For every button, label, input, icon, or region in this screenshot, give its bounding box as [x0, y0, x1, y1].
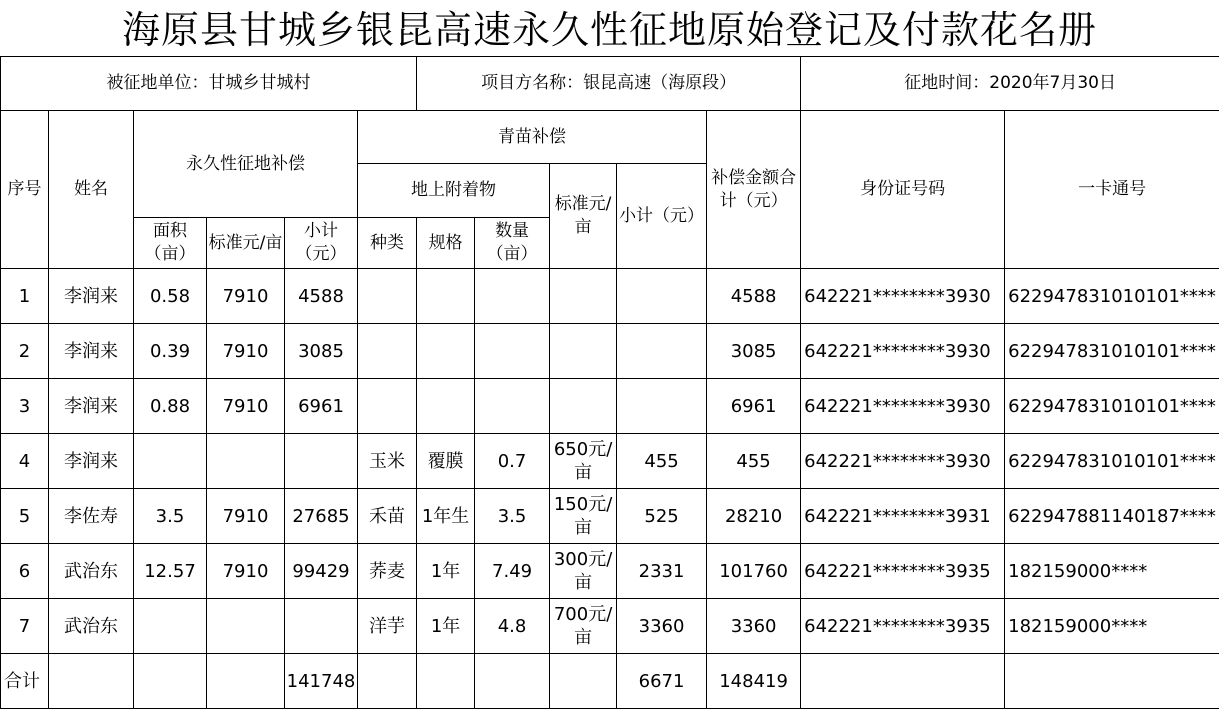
cell-kind: 洋芋 [358, 599, 417, 654]
cell-name: 李润来 [49, 434, 134, 489]
cell-id-number: 642221********3930 [801, 434, 1005, 489]
cell-crop-subtotal: 525 [617, 489, 707, 544]
info-row [1, 57, 1219, 111]
table-row [1, 269, 1219, 324]
table-row [1, 489, 1219, 544]
cell-subtotal: 4588 [285, 269, 358, 324]
totals-crop-subtotal: 6671 [617, 654, 707, 709]
cell-crop-subtotal [617, 324, 707, 379]
cell-kind: 禾苗 [358, 489, 417, 544]
header-row-1 [1, 111, 1219, 164]
cell-card-number: 182159000**** [1005, 599, 1219, 654]
cell-card-number: 622947831010101**** [1005, 324, 1219, 379]
land-date: 征地时间：2020年7月30日 [801, 57, 1219, 111]
cell-card-number: 622947831010101**** [1005, 434, 1219, 489]
cell-subtotal: 99429 [285, 544, 358, 599]
cell-total: 101760 [707, 544, 801, 599]
cell-standard: 7910 [207, 379, 285, 434]
cell-seq: 5 [1, 489, 49, 544]
header-name: 姓名 [49, 111, 134, 269]
header-crop-subtotal: 小计（元） [617, 164, 707, 269]
header-quantity: 数量（亩） [475, 218, 550, 269]
cell-empty [475, 654, 550, 709]
cell-empty [1005, 654, 1219, 709]
header-spec: 规格 [417, 218, 475, 269]
cell-spec [417, 269, 475, 324]
cell-id-number: 642221********3935 [801, 599, 1005, 654]
cell-standard: 7910 [207, 269, 285, 324]
cell-kind: 荞麦 [358, 544, 417, 599]
header-seq: 序号 [1, 111, 49, 269]
cell-seq: 4 [1, 434, 49, 489]
cell-empty [134, 654, 207, 709]
cell-quantity: 4.8 [475, 599, 550, 654]
cell-kind [358, 379, 417, 434]
cell-standard [207, 434, 285, 489]
cell-quantity [475, 269, 550, 324]
cell-standard: 7910 [207, 489, 285, 544]
totals-row [1, 654, 1219, 709]
cell-spec: 1年 [417, 544, 475, 599]
cell-seq: 6 [1, 544, 49, 599]
page-title: 海原县甘城乡银昆高速永久性征地原始登记及付款花名册 [121, 8, 1097, 52]
cell-total: 3360 [707, 599, 801, 654]
header-crop-standard: 标准元/亩 [550, 164, 617, 269]
cell-subtotal: 3085 [285, 324, 358, 379]
cell-subtotal: 27685 [285, 489, 358, 544]
cell-subtotal [285, 434, 358, 489]
cell-crop-subtotal [617, 269, 707, 324]
cell-quantity: 0.7 [475, 434, 550, 489]
cell-total: 6961 [707, 379, 801, 434]
cell-seq: 7 [1, 599, 49, 654]
cell-crop-standard: 300元/亩 [550, 544, 617, 599]
cell-name: 武治东 [49, 599, 134, 654]
cell-area [134, 599, 207, 654]
cell-quantity: 3.5 [475, 489, 550, 544]
cell-crop-standard [550, 269, 617, 324]
cell-area: 12.57 [134, 544, 207, 599]
table-row [1, 434, 1219, 489]
cell-area: 3.5 [134, 489, 207, 544]
table-row [1, 599, 1219, 654]
totals-label: 合计 [1, 654, 49, 709]
cell-id-number: 642221********3931 [801, 489, 1005, 544]
cell-empty [417, 654, 475, 709]
cell-empty [49, 654, 134, 709]
cell-card-number: 182159000**** [1005, 544, 1219, 599]
header-permanent-compensation: 永久性征地补偿 [134, 111, 358, 218]
cell-name: 武治东 [49, 544, 134, 599]
cell-standard: 7910 [207, 324, 285, 379]
cell-subtotal [285, 599, 358, 654]
cell-spec: 1年生 [417, 489, 475, 544]
land-unit: 被征地单位：甘城乡甘城村 [1, 57, 417, 111]
cell-spec [417, 324, 475, 379]
cell-crop-standard: 150元/亩 [550, 489, 617, 544]
cell-kind: 玉米 [358, 434, 417, 489]
header-card-number: 一卡通号 [1005, 111, 1219, 269]
cell-total: 28210 [707, 489, 801, 544]
cell-id-number: 642221********3935 [801, 544, 1005, 599]
cell-subtotal: 6961 [285, 379, 358, 434]
cell-crop-standard [550, 379, 617, 434]
header-kind: 种类 [358, 218, 417, 269]
cell-area [134, 434, 207, 489]
cell-kind [358, 269, 417, 324]
cell-total: 4588 [707, 269, 801, 324]
cell-area: 0.58 [134, 269, 207, 324]
cell-empty [358, 654, 417, 709]
cell-total: 455 [707, 434, 801, 489]
header-standard: 标准元/亩 [207, 218, 285, 269]
cell-card-number: 622947831010101**** [1005, 379, 1219, 434]
project-name: 项目方名称：银昆高速（海原段） [417, 57, 801, 111]
header-area: 面积（亩） [134, 218, 207, 269]
cell-crop-subtotal: 3360 [617, 599, 707, 654]
cell-seq: 2 [1, 324, 49, 379]
cell-crop-standard: 650元/亩 [550, 434, 617, 489]
cell-crop-standard: 700元/亩 [550, 599, 617, 654]
cell-empty [801, 654, 1005, 709]
cell-standard: 7910 [207, 544, 285, 599]
register-table [0, 56, 1219, 709]
cell-name: 李润来 [49, 324, 134, 379]
cell-kind [358, 324, 417, 379]
cell-name: 李佐寿 [49, 489, 134, 544]
table-row [1, 379, 1219, 434]
cell-quantity [475, 324, 550, 379]
header-total: 补偿金额合计（元） [707, 111, 801, 269]
cell-area: 0.39 [134, 324, 207, 379]
cell-id-number: 642221********3930 [801, 269, 1005, 324]
totals-total: 148419 [707, 654, 801, 709]
cell-total: 3085 [707, 324, 801, 379]
totals-subtotal: 141748 [285, 654, 358, 709]
cell-crop-subtotal: 2331 [617, 544, 707, 599]
cell-spec [417, 379, 475, 434]
cell-name: 李润来 [49, 379, 134, 434]
cell-quantity [475, 379, 550, 434]
cell-card-number: 622947831010101**** [1005, 269, 1219, 324]
cell-standard [207, 599, 285, 654]
header-id-number: 身份证号码 [801, 111, 1005, 269]
cell-seq: 1 [1, 269, 49, 324]
cell-id-number: 642221********3930 [801, 324, 1005, 379]
table-row [1, 544, 1219, 599]
header-subtotal: 小计（元） [285, 218, 358, 269]
cell-spec: 覆膜 [417, 434, 475, 489]
cell-id-number: 642221********3930 [801, 379, 1005, 434]
header-attachments: 地上附着物 [358, 164, 550, 218]
cell-empty [207, 654, 285, 709]
cell-empty [550, 654, 617, 709]
header-crop-compensation: 青苗补偿 [358, 111, 707, 164]
cell-spec: 1年 [417, 599, 475, 654]
cell-crop-subtotal: 455 [617, 434, 707, 489]
cell-quantity: 7.49 [475, 544, 550, 599]
table-row [1, 324, 1219, 379]
cell-crop-subtotal [617, 379, 707, 434]
cell-seq: 3 [1, 379, 49, 434]
cell-crop-standard [550, 324, 617, 379]
cell-name: 李润来 [49, 269, 134, 324]
cell-card-number: 622947881140187**** [1005, 489, 1219, 544]
cell-area: 0.88 [134, 379, 207, 434]
